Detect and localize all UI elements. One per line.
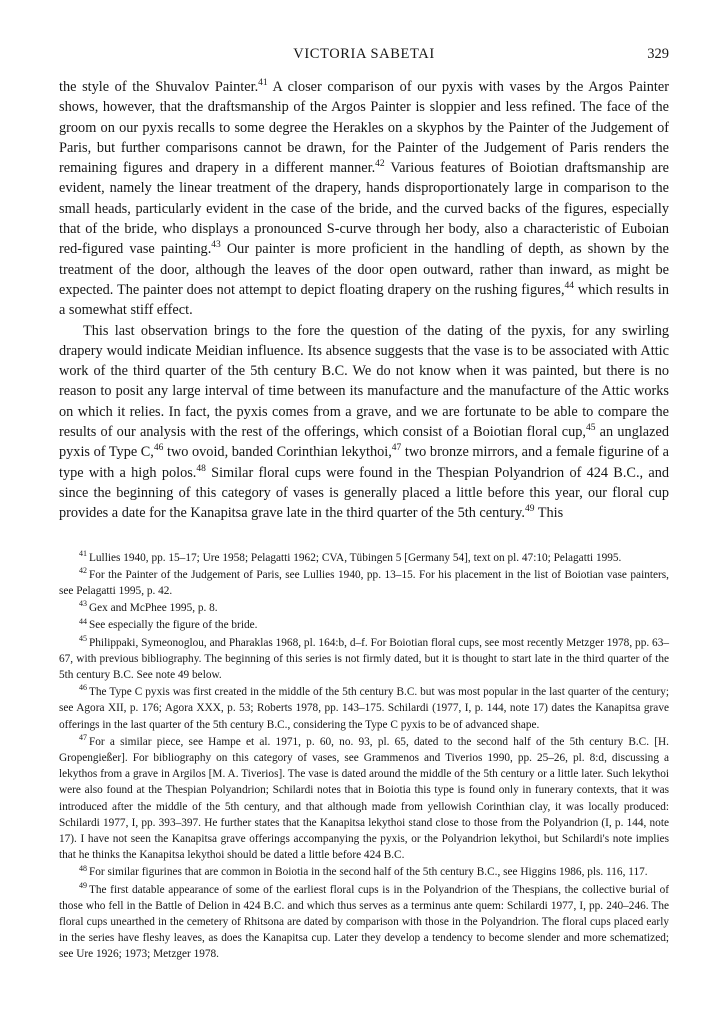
footnote	[59, 684, 669, 733]
footnote-text: The first datable appearance of some of the earliest floral cups is in the Polyandrion of the Thespians, the collective burial of those who fell in the Battle of Delion in 424 B.C. and which thus serves as a terminus ante quem: Schilardi 1977, I, pp. 240–246. The floral cups unearthed in the cemetery of Rhitsona are dated by comparison with those in the Polyandrion. The floral cups placed early in the series have fleshy leaves, as does the Kanapitsa cup. Later they develop a tendency to become slender and more schematized; see Ure 1926; 1973; Metzger 1978.	[59, 883, 669, 961]
page	[59, 46, 669, 964]
footnote-number: 44	[79, 616, 87, 626]
text-run: A closer comparison of our pyxis with vases by the Argos Painter shows, however, that the draftsmanship of the Argos Painter is sloppier and less refined. The face of the groom on our pyxis recalls to some degree the Herakles on a skyphos by the Painter of the Judgement of Paris, but further comparisons cannot be drawn, for the Painter of the Judgement of Paris renders the remaining figures and drapery in a different manner.	[59, 79, 670, 177]
footnote-number: 46	[79, 683, 87, 693]
footnote-text: Gex and McPhee 1995, p. 8.	[89, 602, 218, 615]
footnote-number: 49	[79, 880, 87, 890]
footnote-number: 41	[79, 548, 87, 558]
footnote-ref[interactable]: 44	[564, 281, 575, 292]
footnote-number: 48	[79, 863, 87, 873]
text-run: This last observation brings to the fore the question of the dating of the pyxis, for any swirling drapery would indicate Meidian influence. Its absence suggests that the vase is to be associated with Attic work of the third quarter of the 5th century B.C. We do not know when it was painted, but there is no reason to posit any large interval of time between its manufacture and the manufacture of the Attic works on which it relies. In fact, the pyxis comes from a grave, and we are fortunate to be able to compare the results of our analysis with the rest of the offerings, which consist of a Boiotian floral cup,	[59, 322, 669, 441]
footnote-text: The Type C pyxis was first created in the middle of the 5th century B.C. but was most popular in the last quarter of the century; see Agora XII, p. 176; Agora XXX, p. 53; Roberts 1978, pp. 143–175. Schilardi (1977, I, p. 144, note 17) dates the Kanapitsa grave offerings in the last quarter of the 5th century B.C., considering the Type C pyxis to be of advanced shape.	[59, 686, 669, 731]
paragraph	[59, 77, 669, 321]
footnote-text: See especially the figure of the bride.	[89, 619, 258, 632]
text-run: Various features of Boiotian draftsmanship are evident, namely the linear treatment of the drapery, hands disproportionately large in comparison to the small heads, particularly evident in the case of the bride, and the curved backs of the figures, especially that of the bride, who displays a pronounced S-curve through her body, also a characteristic of Euboian red-figured vase painting.	[59, 160, 670, 258]
text-run: two ovoid, banded Corinthian lekythoi,	[163, 444, 392, 461]
page-header	[59, 46, 669, 68]
footnote	[59, 882, 669, 963]
text-run: This	[534, 505, 564, 522]
footnote	[59, 567, 669, 599]
footnote-ref[interactable]: 42	[375, 159, 385, 170]
footnote-ref[interactable]: 43	[211, 240, 221, 251]
footnote-ref[interactable]: 46	[153, 443, 164, 454]
footnote-text: Lullies 1940, pp. 15–17; Ure 1958; Pelagatti 1962; CVA, Tübingen 5 [Germany 54], text on pl. 47:10; Pelagatti 1995.	[89, 551, 622, 564]
footnote-text: For a similar piece, see Hampe et al. 1971, p. 60, no. 93, pl. 65, dated to the second half of the 5th century B.C. [H. Gropengießer]. For bibliography on this category of vases, see Grammenos and Tiverios 1990, pp. 25–26, pl. 8:d, discussing a lekythos from a grave in Argilos [M. A. Tiverios]. The vase is dated around the middle of the 5th century or a little later. Such lekythoi were also found at the Thespian Polyandrion; Schilardi notes that in Boiotia this type is found only in funerary contexts, that it was introduced after the middle of the 5th century, and that although made from yellowish Corinthian clay, it was locally produced: Schilardi 1977, I, pp. 393–397. He further states that the Kanapitsa lekythoi stand close to those from the Polyandrion (I, p. 144, note 17). I have not seen the Kanapitsa grave offerings accompanying the pyxis, or the Polyandrion lekythoi, but Schilardi's note implies that he thinks the Kanapitsa lekythoi should be dated a little before 424 B.C.	[59, 735, 669, 862]
text-run: Our painter is more proficient in the handling of depth, as shown by the treatment of the door, although the leaves of the door open outward, rather than inward, as might be expected. The painter does not attempt to depict floating drapery on the rushing figures,	[59, 241, 669, 298]
text-run: which results in a somewhat stiff effect.	[59, 281, 669, 319]
footnote	[59, 600, 669, 616]
text-run: the style of the Shuvalov Painter.	[59, 79, 259, 95]
footnote-ref[interactable]: 49	[524, 504, 535, 515]
footnote	[59, 550, 669, 566]
footnote	[59, 617, 669, 633]
running-head: VICTORIA SABETAI	[293, 46, 435, 62]
footnotes	[59, 550, 669, 963]
footnote-ref[interactable]: 48	[196, 463, 206, 474]
text-run: an unglazed pyxis of Type C,	[59, 424, 669, 461]
footnote-ref[interactable]: 41	[258, 78, 268, 89]
paragraph	[59, 321, 669, 524]
footnote-number: 45	[79, 633, 87, 643]
body-text	[59, 77, 669, 524]
footnote-text: Philippaki, Symeonoglou, and Pharaklas 1968, pl. 164:b, d–f. For Boiotian floral cups, see most recently Metzger 1978, pp. 63–67, with previous bibliography. The beginning of this series is not firmly dated, but it is thought to start late in the third quarter of the 5th century B.C. See note 49 below.	[59, 636, 669, 681]
text-run: Similar floral cups were found in the Thespian Polyandrion of 424 B.C., and since the beginning of this category of vases is generally placed a little before this year, our floral cup provides a date for the Kanapitsa grave late in the third quarter of the 5th century.	[59, 464, 669, 522]
footnote	[59, 864, 669, 880]
footnote-text: For similar figurines that are common in Boiotia in the second half of the 5th century B.C., see Higgins 1986, pls. 116, 117.	[89, 866, 648, 879]
footnote-text: For the Painter of the Judgement of Paris, see Lullies 1940, pp. 13–15. For his placement in the list of Boiotian vase painters, see Pelagatti 1995, p. 42.	[59, 568, 669, 597]
footnote-number: 42	[79, 565, 87, 575]
text-run: two bronze mirrors, and a female figurine of a type with a high polos.	[59, 444, 669, 481]
footnote	[59, 734, 669, 864]
footnote-number: 47	[79, 733, 87, 742]
footnote-ref[interactable]: 45	[585, 423, 596, 434]
footnote-ref[interactable]: 47	[391, 443, 402, 454]
footnote-number: 43	[79, 599, 87, 609]
footnote	[59, 635, 669, 684]
page-number: 329	[647, 46, 669, 62]
